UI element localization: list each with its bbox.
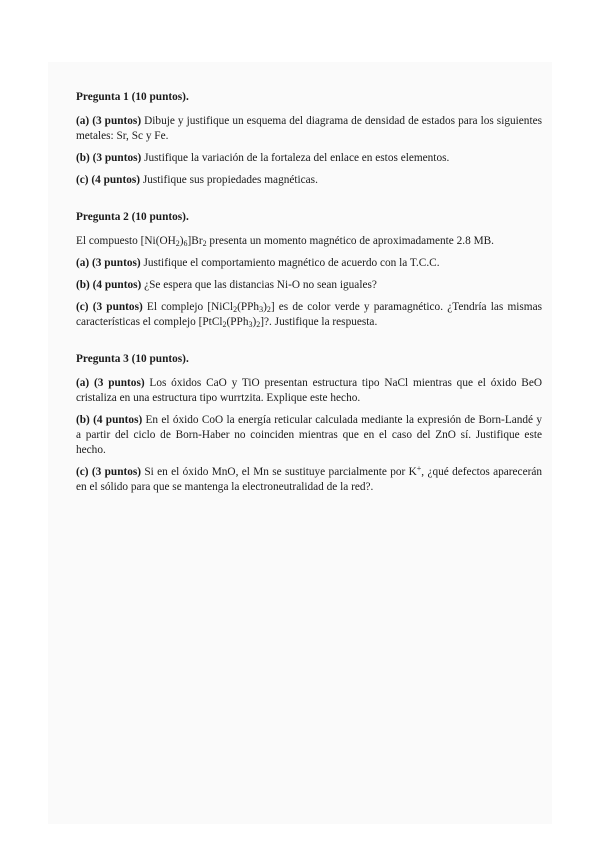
intro-text: El compuesto [Ni(OH: [76, 235, 176, 247]
part-text: (PPh: [226, 316, 249, 328]
question-1: [76, 90, 542, 188]
part-text: Justifique sus propiedades magnéticas.: [140, 174, 318, 186]
question-part-c: [76, 300, 542, 330]
part-tag: (c) (3 puntos): [76, 301, 143, 313]
part-text: , ¿qué defectos aparecerán en el sólido para que se mantenga la electroneutralidad de la red?.: [76, 466, 543, 493]
intro-text: ]Br: [187, 235, 203, 247]
question-3: [76, 352, 542, 495]
part-text: ): [263, 301, 267, 313]
question-part-a: [76, 256, 542, 271]
part-text: ¿Se espera que las distancias Ni-O no sean iguales?: [141, 279, 377, 291]
part-text: Si en el óxido MnO, el Mn se sustituye parcialmente por K: [141, 466, 417, 478]
intro-text: presenta un momento magnético de aproximadamente 2.8 MB.: [206, 235, 494, 247]
question-title: Pregunta 3 (10 puntos).: [76, 353, 189, 365]
part-text: ]?. Justifique la respuesta.: [260, 316, 378, 328]
part-tag: (a) (3 puntos): [76, 115, 142, 127]
question-intro: [76, 234, 542, 249]
part-text: El complejo [NiCl: [142, 301, 234, 313]
part-text: Justifique la variación de la fortaleza del enlace en estos elementos.: [141, 152, 450, 164]
superscript: +: [416, 464, 422, 473]
part-tag: (a) (3 puntos): [76, 377, 145, 389]
question-part-b: [76, 151, 542, 166]
exam-content: [76, 90, 542, 517]
subscript: 2: [175, 239, 180, 248]
subscript: 3: [248, 320, 253, 329]
part-text: Los óxidos CaO y TiO presentan estructura tipo NaCl mientras que el óxido BeO cristaliza en una estructura tipo wurrtzita. Explique este hecho.: [76, 377, 543, 404]
subscript: 2: [266, 305, 271, 314]
subscript: 6: [183, 239, 188, 248]
question-title: Pregunta 2 (10 puntos).: [76, 211, 189, 223]
question-part-b: [76, 278, 542, 293]
question-part-b: [76, 413, 542, 458]
part-text: ): [252, 316, 257, 328]
subscript: 2: [222, 320, 227, 329]
part-text: En el óxido CoO la energía reticular calculada mediante la expresión de Born-Landé y a partir del ciclo de Born-Haber no coinciden mientras que en el caso del ZnO sí. Justifique este hecho.: [76, 414, 542, 456]
part-text: Dibuje y justifique un esquema del diagrama de densidad de estados para los siguientes metales: Sr, Sc y Fe.: [76, 115, 542, 142]
subscript: 2: [202, 239, 207, 248]
question-part-c: [76, 465, 542, 495]
part-tag: (b) (4 puntos): [76, 279, 142, 291]
question-part-c: [76, 173, 542, 188]
subscript: 2: [256, 320, 261, 329]
part-tag: (b) (3 puntos): [76, 152, 142, 164]
question-title: Pregunta 1 (10 puntos).: [76, 91, 189, 103]
subscript: 3: [259, 305, 264, 314]
part-text: ] es de color verde y paramagnético. ¿Tendría las mismas características el complejo [PtCl: [76, 301, 542, 328]
intro-text: ): [179, 235, 184, 247]
subscript: 2: [233, 305, 238, 314]
part-tag: (c) (3 puntos): [76, 466, 142, 478]
question-part-a: [76, 376, 542, 406]
part-tag: (b) (4 puntos): [76, 414, 143, 426]
part-text: (PPh: [237, 301, 260, 313]
part-text: Justifique el comportamiento magnético de acuerdo con la T.C.C.: [140, 257, 440, 269]
question-2: [76, 210, 542, 330]
question-part-a: [76, 114, 542, 144]
part-tag: (c) (4 puntos): [76, 174, 141, 186]
part-tag: (a) (3 puntos): [76, 257, 141, 269]
